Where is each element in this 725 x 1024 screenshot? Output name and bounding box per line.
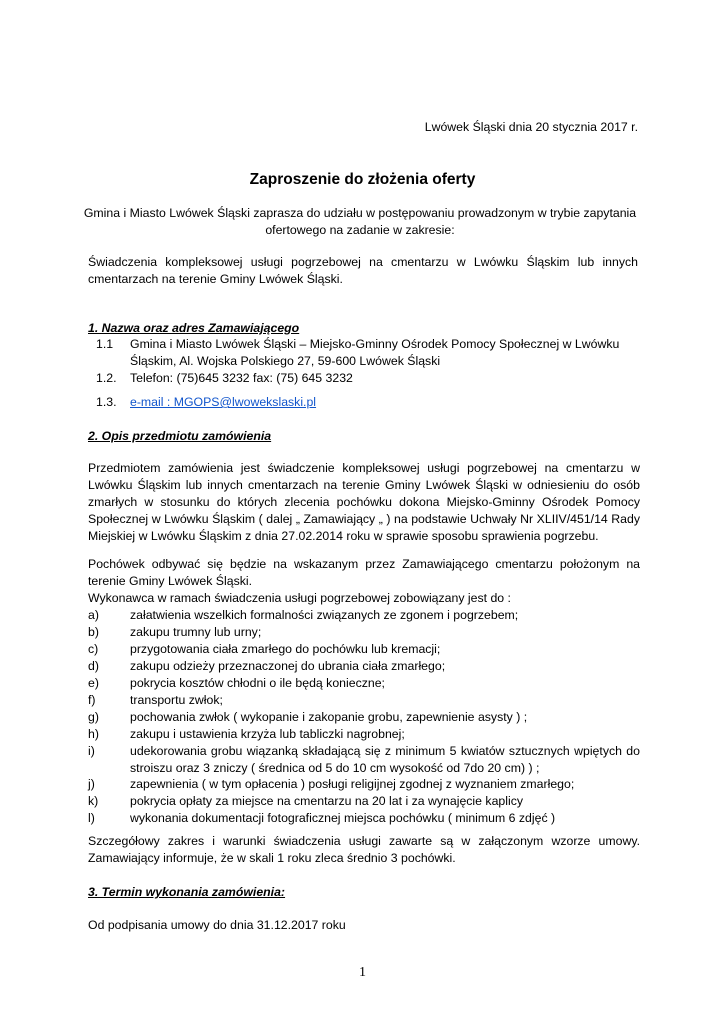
obligations-list — [88, 607, 648, 827]
scope-paragraph: Szczegółowy zakres i warunki świadczenia usługi zawarte są w załączonym wzorze umowy. Zamawiający informuje, że w skali 1 roku zleca średnio 3 pochówki. — [88, 834, 640, 865]
list-item — [88, 675, 648, 692]
burial-location-text: Pochówek odbywać się będzie na wskazanym przez Zamawiającego cmentarzu położonym na terenie Gminy Lwówek Śląski. — [88, 557, 640, 588]
list-letter: c) — [88, 642, 99, 656]
list-letter: a) — [88, 608, 99, 622]
list-letter: g) — [88, 710, 99, 724]
list-text: załatwienia wszelkich formalności związanych ze zgonem i pogrzebem; — [130, 608, 519, 622]
document-title: Zaproszenie do złożenia oferty — [249, 171, 476, 188]
list-letter: k) — [88, 794, 99, 808]
section-2-heading: 2. Opis przedmiotu zamówienia — [88, 429, 272, 443]
contact-item — [96, 370, 353, 387]
list-item — [88, 641, 648, 658]
list-text: zakupu odzieży przeznaczonej do ubrania ciała zmarłego; — [130, 659, 446, 673]
list-text: pokrycia opłaty za miejsce na cmentarzu na 20 lat i za wynajęcie kaplicy — [130, 794, 524, 808]
description-paragraph: Przedmiotem zamówienia jest świadczenie kompleksowej usługi pogrzebowej na cmentarzu w Lwówku Śląskim lub innych cmentarzach na terenie Gminy Lwówek Śląski w odniesieniu do osób zmarłych w stosunku do których zlecenia pochówku dokona Miejsko-Gminny Ośrodek Pomocy Społecznej w Lwówku Śląskim ( dalej „ Zamawiający „ ) na podstawie Uchwały Nr XLIIV/451/14 Rady Miejskiej w Lwówku Śląskim z dnia 27.02.2014 roku w sprawie sposobu sprawienia pogrzebu. — [88, 461, 640, 543]
contact-item-number: 1.3. — [96, 395, 117, 409]
list-letter: b) — [88, 625, 99, 639]
list-item — [88, 658, 648, 675]
list-letter: j) — [88, 777, 95, 791]
burial-location-paragraph — [88, 556, 640, 607]
list-text: udekorowania grobu wiązanką składającą się z minimum 5 kwiatów sztucznych wpiętych do stroiszu oraz 3 zniczy ( średnica od 5 do 10 cm wysokość od 7do 20 cm) ) ; — [130, 744, 640, 775]
date-line: Lwówek Śląski dnia 20 stycznia 2017 r. — [424, 120, 638, 134]
list-text: zapewnienia ( w tym opłacenia ) posługi religijnej zgodnej z wyznaniem zmarłego; — [130, 777, 575, 791]
list-letter: e) — [88, 676, 99, 690]
list-item — [88, 726, 648, 743]
list-text: przygotowania ciała zmarłego do pochówku lub kremacji; — [130, 642, 441, 656]
list-text: transportu zwłok; — [130, 693, 223, 707]
list-text: zakupu trumny lub urny; — [130, 625, 262, 639]
subject-paragraph: Świadczenia kompleksowej usługi pogrzebowej na cmentarzu w Lwówku Śląskim lub innych cmentarzach na terenie Gminy Lwówek Śląski. — [88, 255, 638, 286]
list-text: wykonania dokumentacji fotograficznej miejsca pochówku ( minimum 6 zdjęć ) — [130, 811, 556, 825]
list-letter: h) — [88, 727, 99, 741]
contact-item-number: 1.2. — [96, 371, 117, 385]
section-3-heading: 3. Termin wykonania zamówienia: — [88, 885, 286, 899]
list-letter: l) — [88, 811, 95, 825]
list-item — [88, 709, 648, 726]
list-text: zakupu i ustawienia krzyża lub tabliczki nagrobnej; — [130, 727, 405, 741]
list-letter: d) — [88, 659, 99, 673]
contact-item-text: Gmina i Miasto Lwówek Śląski – Miejsko-Gminny Ośrodek Pomocy Społecznej w Lwówku Śląskim, Al. Wojska Polskiego 27, 59-600 Lwówek Śląski — [130, 337, 620, 368]
list-text: pochowania zwłok ( wykopanie i zakopanie grobu, zapewnienie asysty ) ; — [130, 710, 528, 724]
list-item — [88, 607, 648, 624]
intro-paragraph: Gmina i Miasto Lwówek Śląski zaprasza do udziału w postępowaniu prowadzonym w trybie zapytania ofertowego na zadanie w zakresie: — [83, 206, 637, 237]
list-item — [88, 743, 648, 776]
list-item — [88, 624, 648, 641]
list-letter: i) — [88, 744, 95, 758]
contact-item-number: 1.1 — [96, 337, 114, 351]
email-link[interactable]: e-mail : MGOPS@lwowekslaski.pl — [130, 395, 317, 409]
contractor-obligations-intro: Wykonawca w ramach świadczenia usługi pogrzebowej zobowiązany jest do : — [88, 591, 511, 605]
page-number: 1 — [359, 965, 366, 980]
deadline-text: Od podpisania umowy do dnia 31.12.2017 roku — [88, 918, 346, 932]
list-item — [88, 692, 648, 709]
contact-item-text: Telefon: (75)645 3232 fax: (75) 645 3232 — [130, 371, 353, 385]
contact-item — [96, 394, 317, 411]
list-item — [88, 793, 648, 810]
section-1-heading: 1. Nazwa oraz adres Zamawiającego — [88, 321, 300, 335]
contact-item — [96, 336, 620, 368]
list-item — [88, 776, 648, 793]
list-text: pokrycia kosztów chłodni o ile będą konieczne; — [130, 676, 385, 690]
list-letter: f) — [88, 693, 96, 707]
list-item — [88, 810, 648, 827]
